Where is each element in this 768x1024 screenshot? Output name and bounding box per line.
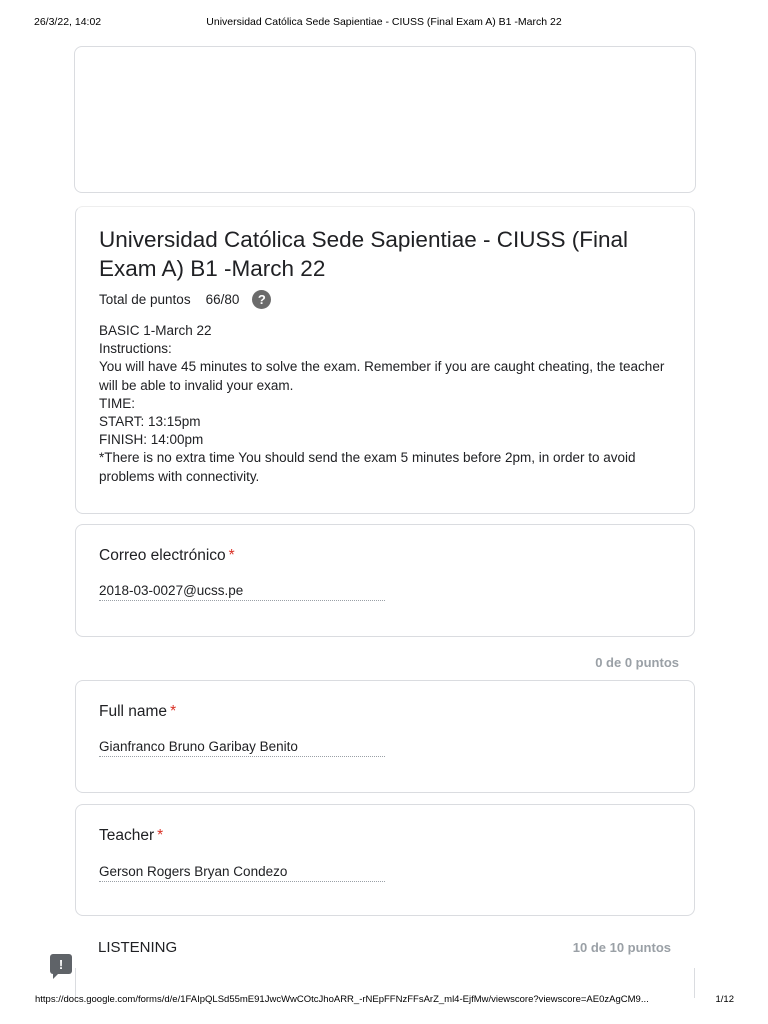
listening-points: 10 de 10 puntos [572,940,671,955]
form-description [99,322,669,486]
full-name-question-card [75,680,695,793]
print-url: https://docs.google.com/forms/d/e/1FAIpQLSd55mE91JwcWwCOtcJhoARR_-rNEpFFNzFFsArZ_ml4-EjfMw/viewscore?viewscore=AE0zAgCM9... [35,994,649,1005]
email-label [99,547,235,565]
description-line: Instructions: [99,341,172,357]
print-datetime: 26/3/22, 14:02 [34,16,102,28]
page-number: 1/12 [715,994,734,1005]
teacher-label-text: Teacher [99,827,155,844]
email-label-text: Correo electrónico [99,547,226,564]
required-mark: * [157,827,164,844]
description-line: BASIC 1-March 22 [99,323,212,338]
help-icon[interactable]: ? [252,290,271,309]
full-name-label-text: Full name [99,703,168,720]
full-name-label [99,703,176,721]
description-line: START: 13:15pm [99,414,201,430]
feedback-icon[interactable]: ! [50,954,72,974]
description-line: FINISH: 14:00pm [99,432,204,448]
total-score [99,289,271,309]
section-title-listening: LISTENING [98,939,178,956]
email-answer: 2018-03-0027@ucss.pe [99,583,385,601]
full-name-answer: Gianfranco Bruno Garibay Benito [99,739,385,757]
teacher-question-card [75,804,695,916]
form-title: Universidad Católica Sede Sapientiae - CIUSS (Final Exam A) B1 -March 22 [99,227,629,281]
teacher-answer: Gerson Rogers Bryan Condezo [99,864,385,882]
teacher-label [99,827,163,845]
required-mark: * [228,547,235,564]
email-question-card [75,524,695,637]
score-label: Total de puntos [99,291,191,307]
required-mark: * [170,703,177,720]
description-line: *There is no extra time You should send the exam 5 minutes before 2pm, in order to avoid problems with connectivity. [99,450,636,484]
description-line: You will have 45 minutes to solve the exam. Remember if you are caught cheating, the teacher will be able to invalid your exam. [99,359,665,393]
description-line: TIME: [99,395,135,411]
email-points: 0 de 0 puntos [595,655,679,670]
print-footer [0,994,768,1008]
header-banner [74,46,696,193]
print-page-title: Universidad Católica Sede Sapientiae - CIUSS (Final Exam A) B1 -March 22 [206,16,562,28]
print-header [0,16,768,30]
form-title-card [75,206,695,514]
score-value: 66/80 [205,291,240,307]
